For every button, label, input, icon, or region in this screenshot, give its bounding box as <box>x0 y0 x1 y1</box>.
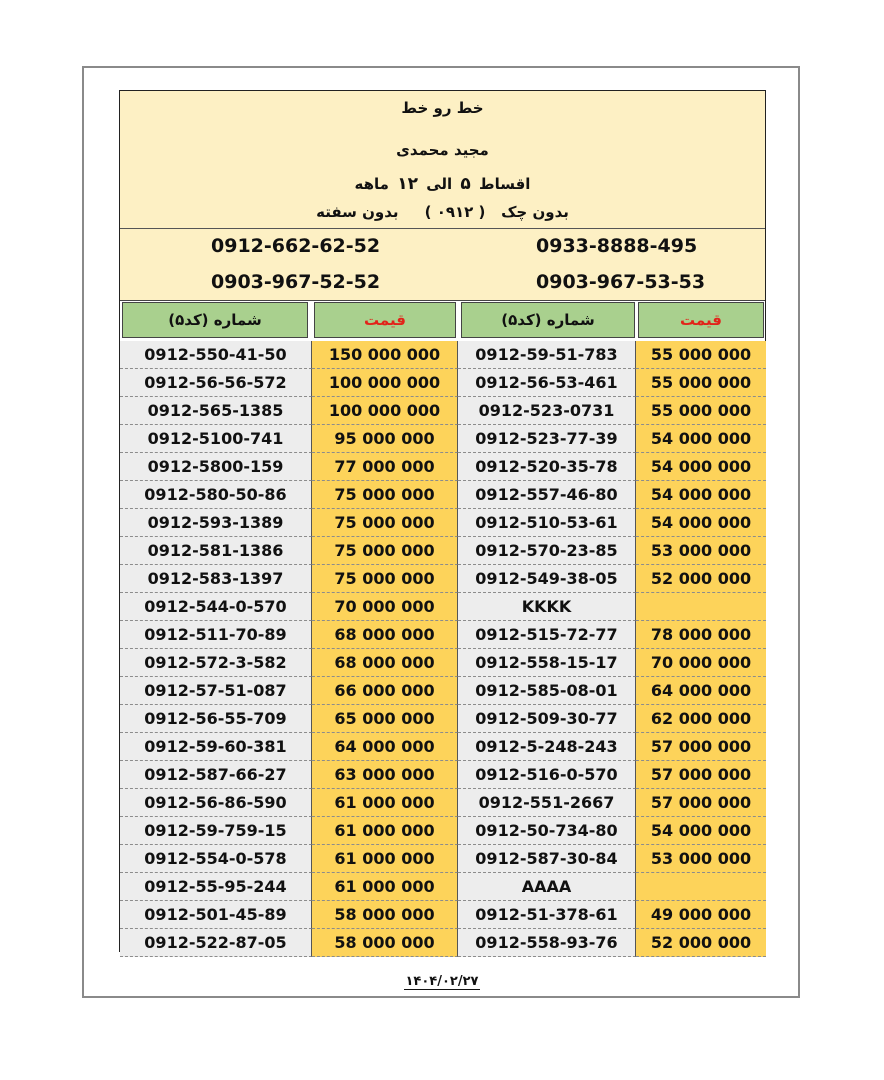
price-sheet <box>119 90 766 952</box>
price-cell: 52 000 000 <box>636 929 766 957</box>
price-cell: 53 000 000 <box>636 845 766 873</box>
table-row <box>120 341 765 369</box>
installments-to: ۱۲ <box>397 174 418 194</box>
contact-numbers <box>120 229 765 301</box>
table-row <box>120 929 765 957</box>
number-cell: 0912-57-51-087 <box>120 677 312 705</box>
terms-line: بدون چک ( ۰۹۱۲ ) بدون سفته <box>316 203 569 221</box>
price-cell: 53 000 000 <box>636 537 766 565</box>
price-cell: 75 000 000 <box>312 481 458 509</box>
installments-prefix: اقساط <box>479 175 531 193</box>
number-cell: 0912-557-46-80 <box>458 481 636 509</box>
price-cell: 54 000 000 <box>636 509 766 537</box>
footer-date-text: ۱۴۰۴/۰۲/۲۷ <box>405 974 479 989</box>
table-row <box>120 509 765 537</box>
table-row <box>120 761 765 789</box>
price-cell: 55 000 000 <box>636 397 766 425</box>
price-cell: 77 000 000 <box>312 453 458 481</box>
price-cell: 66 000 000 <box>312 677 458 705</box>
number-cell: 0912-501-45-89 <box>120 901 312 929</box>
number-cell: 0912-581-1386 <box>120 537 312 565</box>
header-title: خط رو خط <box>401 99 484 117</box>
number-cell: 0912-558-93-76 <box>458 929 636 957</box>
price-cell: 64 000 000 <box>312 733 458 761</box>
price-cell: 49 000 000 <box>636 901 766 929</box>
number-cell: 0912-509-30-77 <box>458 705 636 733</box>
number-cell: 0912-55-95-244 <box>120 873 312 901</box>
number-cell: 0912-583-1397 <box>120 565 312 593</box>
column-header-number-left: شماره (کد۵) <box>122 302 308 338</box>
price-cell: 55 000 000 <box>636 341 766 369</box>
number-cell: KKKK <box>458 593 636 621</box>
table-row <box>120 565 765 593</box>
number-cell: 0912-570-23-85 <box>458 537 636 565</box>
installments-line <box>120 174 765 194</box>
number-cell: 0912-50-734-80 <box>458 817 636 845</box>
number-cell: 0912-51-378-61 <box>458 901 636 929</box>
number-cell: AAAA <box>458 873 636 901</box>
price-cell: 65 000 000 <box>312 705 458 733</box>
number-cell: 0912-549-38-05 <box>458 565 636 593</box>
price-cell: 58 000 000 <box>312 929 458 957</box>
number-cell: 0912-5100-741 <box>120 425 312 453</box>
number-cell: 0912-580-50-86 <box>120 481 312 509</box>
number-cell: 0912-558-15-17 <box>458 649 636 677</box>
column-header-number-right: شماره (کد۵) <box>461 302 635 338</box>
price-cell <box>636 593 766 621</box>
table-row <box>120 901 765 929</box>
price-cell: 61 000 000 <box>312 845 458 873</box>
price-cell: 57 000 000 <box>636 789 766 817</box>
contact-phone-left-bottom: 0903-967-52-52 <box>211 271 381 293</box>
table-row <box>120 425 765 453</box>
table-row <box>120 817 765 845</box>
number-cell: 0912-593-1389 <box>120 509 312 537</box>
table-row <box>120 481 765 509</box>
price-cell: 75 000 000 <box>312 565 458 593</box>
number-cell: 0912-59-60-381 <box>120 733 312 761</box>
price-cell: 54 000 000 <box>636 817 766 845</box>
price-cell: 70 000 000 <box>636 649 766 677</box>
table-row <box>120 369 765 397</box>
number-cell: 0912-551-2667 <box>458 789 636 817</box>
price-cell: 61 000 000 <box>312 873 458 901</box>
table-row <box>120 397 765 425</box>
number-cell: 0912-523-77-39 <box>458 425 636 453</box>
price-cell: 64 000 000 <box>636 677 766 705</box>
price-cell: 57 000 000 <box>636 761 766 789</box>
price-cell: 75 000 000 <box>312 537 458 565</box>
price-cell: 68 000 000 <box>312 649 458 677</box>
table-row <box>120 649 765 677</box>
contact-phone-right-bottom: 0903-967-53-53 <box>536 271 706 293</box>
price-cell: 75 000 000 <box>312 509 458 537</box>
footer-date <box>0 974 884 989</box>
column-header-price-right: قیمت <box>638 302 764 338</box>
price-cell: 58 000 000 <box>312 901 458 929</box>
installments-suffix: ماهه <box>354 175 389 193</box>
installments-mid: الی <box>426 175 453 193</box>
number-cell: 0912-511-70-89 <box>120 621 312 649</box>
number-cell: 0912-572-3-582 <box>120 649 312 677</box>
price-cell: 100 000 000 <box>312 397 458 425</box>
number-cell: 0912-56-86-590 <box>120 789 312 817</box>
number-cell: 0912-510-53-61 <box>458 509 636 537</box>
table-row <box>120 789 765 817</box>
column-header-price-left: قیمت <box>314 302 456 338</box>
number-cell: 0912-56-56-572 <box>120 369 312 397</box>
price-cell: 63 000 000 <box>312 761 458 789</box>
price-cell: 54 000 000 <box>636 453 766 481</box>
number-cell: 0912-565-1385 <box>120 397 312 425</box>
seller-name: مجید محمدی <box>396 141 489 159</box>
number-cell: 0912-520-35-78 <box>458 453 636 481</box>
price-cell: 78 000 000 <box>636 621 766 649</box>
number-cell: 0912-5-248-243 <box>458 733 636 761</box>
price-cell: 54 000 000 <box>636 425 766 453</box>
price-cell: 68 000 000 <box>312 621 458 649</box>
table-row <box>120 453 765 481</box>
number-cell: 0912-585-08-01 <box>458 677 636 705</box>
price-cell: 95 000 000 <box>312 425 458 453</box>
price-cell: 57 000 000 <box>636 733 766 761</box>
price-cell: 52 000 000 <box>636 565 766 593</box>
price-cell: 70 000 000 <box>312 593 458 621</box>
number-cell: 0912-56-55-709 <box>120 705 312 733</box>
contact-phone-right-top: 0933-8888-495 <box>536 235 698 257</box>
number-cell: 0912-56-53-461 <box>458 369 636 397</box>
table-row <box>120 705 765 733</box>
number-cell: 0912-554-0-578 <box>120 845 312 873</box>
number-cell: 0912-523-0731 <box>458 397 636 425</box>
table-row <box>120 845 765 873</box>
price-cell <box>636 873 766 901</box>
number-cell: 0912-587-66-27 <box>120 761 312 789</box>
price-cell: 150 000 000 <box>312 341 458 369</box>
number-cell: 0912-522-87-05 <box>120 929 312 957</box>
number-cell: 0912-516-0-570 <box>458 761 636 789</box>
number-cell: 0912-5800-159 <box>120 453 312 481</box>
price-cell: 61 000 000 <box>312 817 458 845</box>
installments-from: ۵ <box>460 174 471 194</box>
table-row <box>120 873 765 901</box>
number-cell: 0912-544-0-570 <box>120 593 312 621</box>
price-cell: 100 000 000 <box>312 369 458 397</box>
price-cell: 62 000 000 <box>636 705 766 733</box>
number-cell: 0912-587-30-84 <box>458 845 636 873</box>
price-cell: 61 000 000 <box>312 789 458 817</box>
table-row <box>120 677 765 705</box>
table-row <box>120 733 765 761</box>
number-cell: 0912-515-72-77 <box>458 621 636 649</box>
number-cell: 0912-550-41-50 <box>120 341 312 369</box>
sheet-header <box>120 91 765 229</box>
table-row <box>120 621 765 649</box>
table-row <box>120 593 765 621</box>
number-cell: 0912-59-51-783 <box>458 341 636 369</box>
number-cell: 0912-59-759-15 <box>120 817 312 845</box>
table-row <box>120 537 765 565</box>
price-cell: 54 000 000 <box>636 481 766 509</box>
price-cell: 55 000 000 <box>636 369 766 397</box>
contact-phone-left-top: 0912-662-62-52 <box>211 235 381 257</box>
